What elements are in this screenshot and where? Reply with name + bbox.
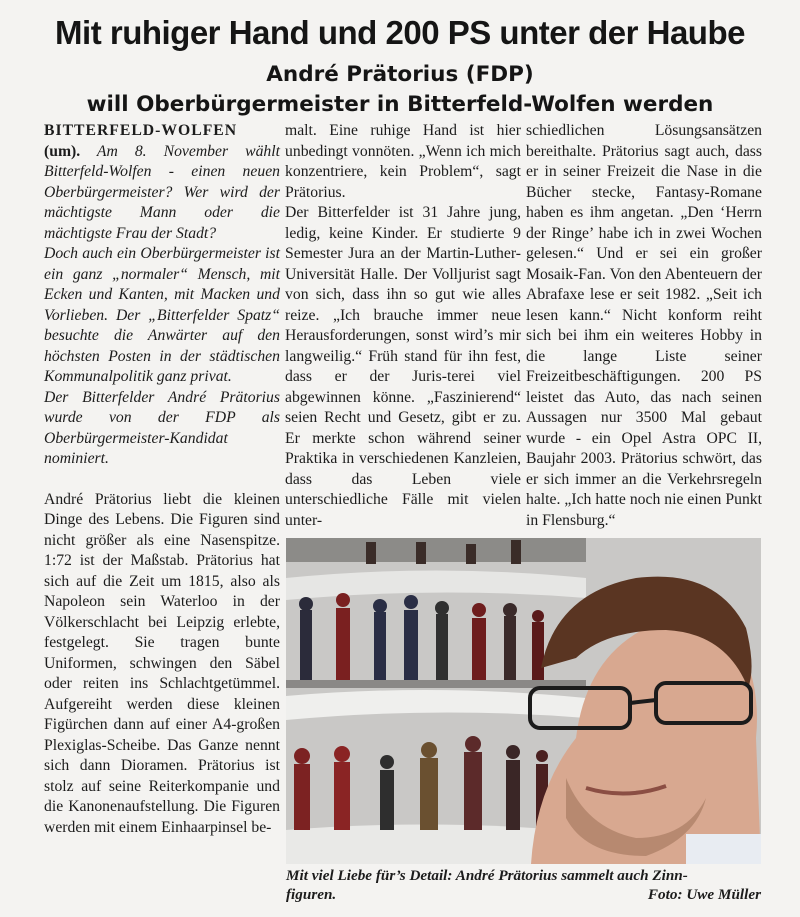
intro-paragraph-2: Doch auch ein Oberbürgermeister ist ein ganz „normaler“ Mensch, mit Ecken und Kanten, mit Macken und Vorlieben. Der „Bitterfelder Spatz“ besuchte die Anwärter auf den höchsten Posten in der städtischen Kommunalpolitik ganz privat. [44, 245, 280, 385]
subheadline-candidate: André Prätorius (FDP) [266, 62, 534, 87]
article-column-2 [285, 121, 521, 531]
caption-line-1: Mit viel Liebe für’s Detail: André Prätorius sammelt auch Zinn- [286, 867, 688, 884]
article-column-3 [526, 121, 762, 531]
body-paragraph-4: schiedlichen Lösungsansätzen bereithalte. Prätorius sagt auch, dass er in seiner Freizeit die Nase in die Bücher stecke, Fantasy-Romane haben es ihm angetan. „Den ‘Herrn der Ringe’ habe ich in zwei Wochen gelesen.“ Und er sei ein großer Mosaik-Fan. Von den Abenteuern der Abrafaxe lese er seit 1982. „Seit ich lesen kann.“ Nicht konform reiht sich bei ihm ein weiteres Hobby in die lange Liste seiner Freizeitbeschäftigungen. 200 PS leistet das Auto, das nach seinen Aussagen nur 3500 Mal gebaut wurde - ein Opel Astra OPC II, Baujahr 2003. Prätorius schwört, das er sich immer an die Verkehrsregeln halte. „Ich hatte noch nie einen Punkt in Flensburg.“ [526, 122, 762, 529]
photo-credit: Foto: Uwe Müller [647, 886, 761, 903]
body-paragraph-1: André Prätorius liebt die kleinen Dinge des Lebens. Die Figuren sind nicht größer als eine Nasenspitze. 1:72 ist der Maßstab. Prätorius hat sich auf die Zeit um 1815, also als Napoleon sein Waterloo in der Völkerschlacht bei Leipzig erlebte, festgelegt. Sie tragen bunte Uniformen, schwingen den Säbel oder reiten ins Schlachtgetümmel. Aufgereiht werden diese kleinen Figürchen dann auf einer A4-großen Plexiglas-Scheibe. Das Ganze nennt sich dann Dioramen. Prätorius ist stolz auf seine Reiterkompanie und die Kanonenaufstellung. Die Figuren werden mit einem Einhaarpinsel be- [44, 490, 280, 836]
intro-paragraph-3: Der Bitterfelder André Prätorius wurde von der FDP als Oberbürgermeister-Kandidat nominiert. [44, 388, 280, 467]
article-column-1 [44, 121, 280, 838]
caption-line-2: figuren. [286, 886, 337, 903]
article-photo [286, 538, 761, 864]
body-paragraph-2: malt. Eine ruhige Hand ist hier unbedingt vonnöten. „Wenn ich mich konzentriere, kein Problem“, sagt Prätorius. [285, 122, 521, 201]
headline: Mit ruhiger Hand und 200 PS unter der Haube [55, 14, 745, 51]
dateline: BITTERFELD-WOLFEN [44, 122, 238, 139]
body-paragraph-3: Der Bitterfelder ist 31 Jahre jung, ledig, keine Kinder. Er studierte 9 Semester Jura an der Martin-Luther-Universität Halle. Der Volljurist sagt von sich, dass ihn so gut wie alles reize. „Ich brauche immer neue Herausforderungen, sonst wird’s mir langweilig.“ Früh stand für ihn fest, dass er der Juris-terei viel abgewinnen könne. „Faszinierend“ seien Recht und Gesetz, gibt er zu. Er merkte schon während seiner Praktika in verschiedenen Kanzleien, dass das Leben viele unterschiedliche Fälle mit vielen unter- [285, 204, 521, 529]
intro-text-1: Am 8. November wählt Bitterfeld-Wolfen - einen neuen Oberbürgermeister? Wer wird der mächtigste Mann oder die mächtigste Frau der Stadt? [44, 142, 280, 242]
photo-illustration [286, 538, 761, 864]
author-tag: (um). [44, 142, 81, 160]
subheadline-office: will Oberbürgermeister in Bitterfeld-Wolfen werden [86, 92, 714, 117]
intro-paragraph [44, 121, 280, 244]
photo-caption [286, 866, 761, 904]
